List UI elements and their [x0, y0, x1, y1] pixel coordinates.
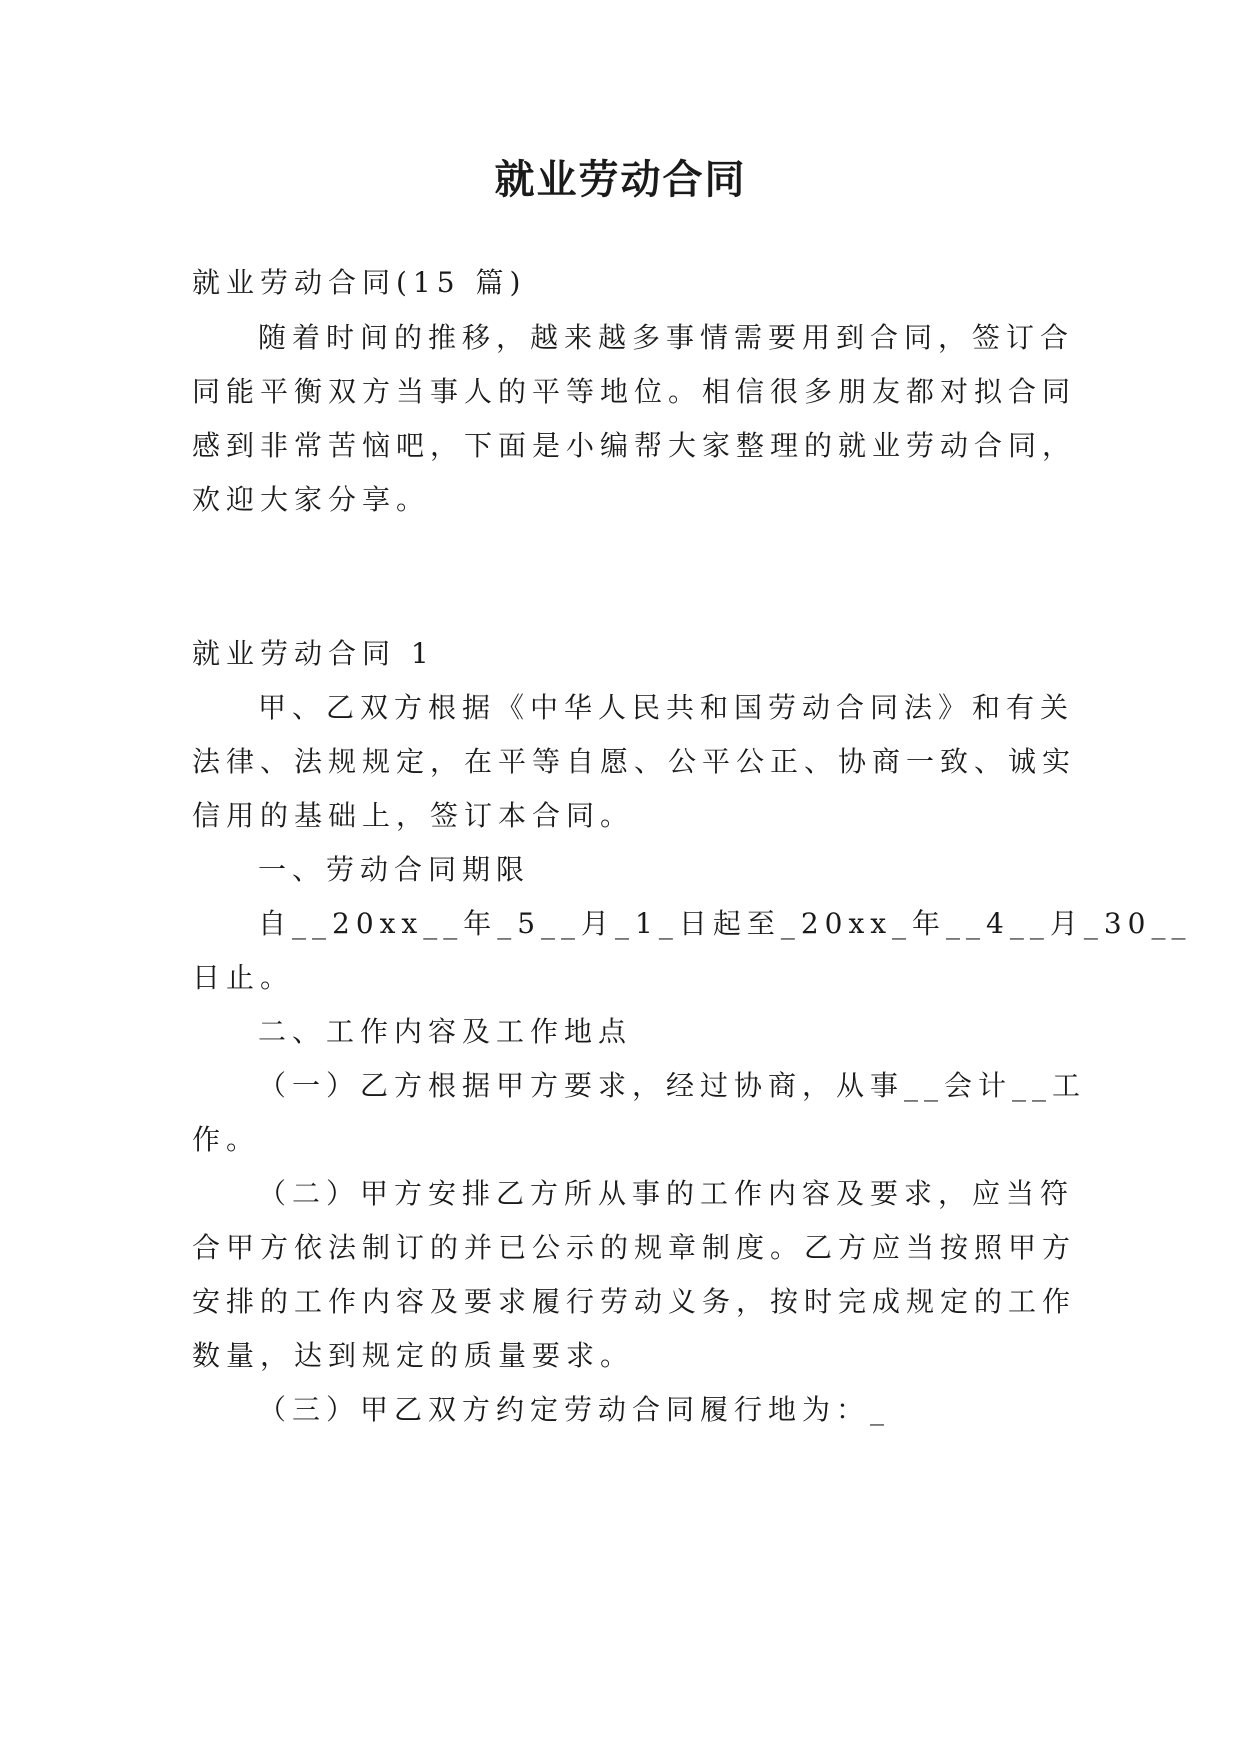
clause-heading: 一、劳动合同期限	[258, 853, 531, 886]
paragraph-line: 数量，达到规定的质量要求。	[192, 1339, 635, 1372]
paragraph-line: 日止。	[192, 961, 295, 994]
clause-heading: 二、工作内容及工作地点	[258, 1015, 633, 1048]
document-title: 就业劳动合同	[494, 156, 747, 203]
paragraph-line: （二）甲方安排乙方所从事的工作内容及要求，应当符	[258, 1177, 1075, 1210]
paragraph-line: 信用的基础上，签订本合同。	[192, 799, 635, 832]
intro-line: 同能平衡双方当事人的平等地位。相信很多朋友都对拟合同	[192, 375, 1077, 408]
paragraph-line: 合甲方依法制订的并已公示的规章制度。乙方应当按照甲方	[192, 1231, 1077, 1264]
paragraph-line: （一）乙方根据甲方要求，经过协商，从事__会计__工	[258, 1069, 1087, 1102]
paragraph-line: 甲、乙双方根据《中华人民共和国劳动合同法》和有关	[258, 691, 1075, 724]
intro-line: 感到非常苦恼吧，下面是小编帮大家整理的就业劳动合同，	[192, 429, 1077, 462]
paragraph-line: 自__20xx__年_5__月_1_日起至_20xx_年__4__月_30__	[258, 907, 1192, 940]
section-heading: 就业劳动合同 1	[192, 637, 435, 670]
paragraph-line: （三）甲乙双方约定劳动合同履行地为：_	[258, 1393, 891, 1426]
paragraph-line: 法律、法规规定，在平等自愿、公平公正、协商一致、诚实	[192, 745, 1077, 778]
intro-line: 欢迎大家分享。	[192, 483, 431, 516]
paragraph-line: 安排的工作内容及要求履行劳动义务，按时完成规定的工作	[192, 1285, 1077, 1318]
subtitle-line: 就业劳动合同(15 篇)	[192, 266, 527, 299]
intro-line: 随着时间的推移，越来越多事情需要用到合同，签订合	[258, 321, 1075, 354]
paragraph-line: 作。	[192, 1123, 261, 1156]
